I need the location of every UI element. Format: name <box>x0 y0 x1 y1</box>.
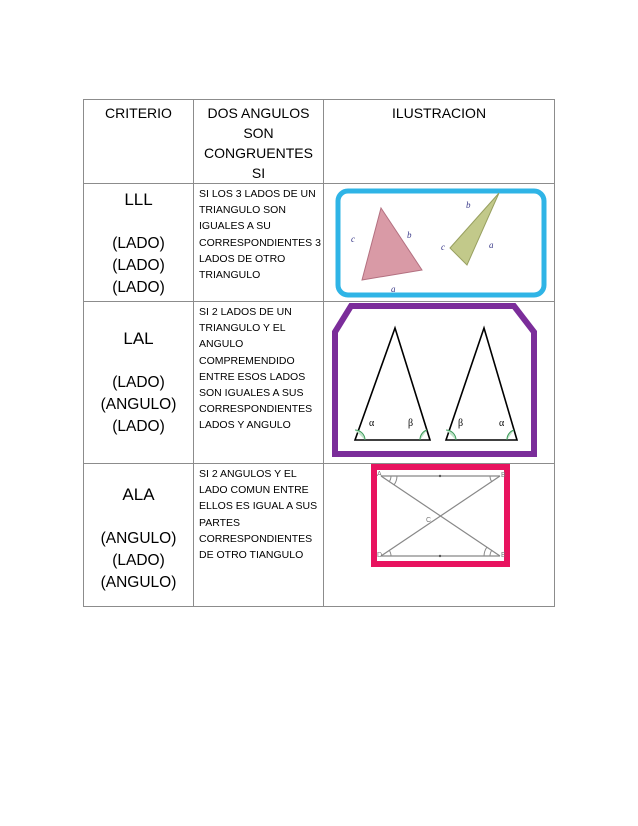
illustration-cell <box>324 184 555 302</box>
lll-label-a-right: a <box>489 240 494 250</box>
criterion-part: (ANGULO) <box>100 574 177 591</box>
criterion-cell <box>84 184 194 302</box>
header-dos-angulos-line: SON <box>243 125 274 141</box>
lal-label-alpha-right: α <box>499 418 505 429</box>
lll-label-c-right: c <box>441 242 445 252</box>
header-dos-angulos-line: CONGRUENTES <box>204 145 313 161</box>
description-line: SI 2 LADOS DE UN <box>199 306 292 318</box>
description-line: DE OTRO TIANGULO <box>199 549 304 562</box>
description-line: ANGULO <box>199 338 244 351</box>
description-line: PARTES <box>199 516 241 529</box>
header-ilustracion: ILUSTRACION <box>324 100 555 184</box>
lll-label-c-left: c <box>351 234 355 244</box>
lll-label-b-left: b <box>407 230 412 240</box>
description-cell <box>194 464 324 607</box>
description-line: ELLOS ES IGUAL A SUS <box>199 500 318 513</box>
lll-label-a-left: a <box>391 284 396 294</box>
lal-label-alpha-left: α <box>369 418 375 429</box>
description-line: ENTRE ESOS LADOS <box>199 370 306 383</box>
lal-label-beta-left: β <box>408 418 414 429</box>
table-row <box>84 302 555 464</box>
criteria-table <box>83 99 555 607</box>
description-line: SON IGUALES A SUS <box>199 387 304 400</box>
criterion-part: (ANGULO) <box>100 396 177 413</box>
ala-angle-arc <box>490 550 492 556</box>
ala-midpoint-dot <box>439 475 441 477</box>
ala-label-c: C <box>426 517 432 524</box>
lal-label-beta-right: β <box>458 418 464 429</box>
ala-midpoint-dot <box>439 555 441 557</box>
description-line: TRIANGULO <box>199 269 261 282</box>
lll-left-triangle <box>362 208 422 280</box>
description-line: COMPREMENDIDO <box>199 354 295 367</box>
criterion-part: (LADO) <box>112 418 165 435</box>
description-line: CORRESPONDIENTES <box>199 532 313 545</box>
table-row <box>84 184 555 302</box>
description-cell <box>194 184 324 302</box>
ala-illustration <box>324 464 555 606</box>
description-line: SI LOS 3 LADOS DE UN <box>199 188 316 200</box>
table-header-row <box>84 100 555 184</box>
criterion-part: (LADO) <box>112 374 165 391</box>
ala-angle-arc <box>389 550 391 556</box>
illustration-cell <box>324 464 555 607</box>
ala-angle-arc <box>484 547 487 556</box>
criterion-part: (LADO) <box>112 235 165 252</box>
ala-angle-arc <box>389 476 391 482</box>
description-line: TRIANGULO SON <box>199 204 286 217</box>
lll-illustration <box>324 184 555 301</box>
description-cell <box>194 302 324 464</box>
criterion-part: (LADO) <box>112 552 165 569</box>
criterion-title: LLL <box>124 190 153 209</box>
description-line: CORRESPONDIENTES <box>199 403 313 416</box>
description-line: TRIANGULO Y EL <box>199 322 286 335</box>
ala-label-d: D <box>377 552 383 559</box>
lll-label-b-right: b <box>466 200 471 210</box>
description-line: CORRESPONDIENTES 3 <box>199 236 321 249</box>
ala-label-b: B <box>501 472 506 479</box>
description-line: LADOS DE OTRO <box>199 252 286 265</box>
header-dos-angulos-line: DOS ANGULOS <box>207 105 310 121</box>
ala-angle-arc <box>394 476 397 485</box>
criterion-part: (ANGULO) <box>100 530 177 547</box>
criterion-title: ALA <box>122 485 155 504</box>
description-line: LADOS Y ANGULO <box>199 419 291 432</box>
header-dos-angulos-line: SI <box>251 165 266 181</box>
criterion-part: (LADO) <box>112 279 165 296</box>
illustration-cell <box>324 302 555 464</box>
description-line: LADO COMUN ENTRE <box>199 484 309 497</box>
header-criterio: CRITERIO <box>84 100 194 184</box>
header-dos-angulos <box>194 100 324 184</box>
ala-angle-arc <box>490 476 492 482</box>
lal-left-triangle <box>355 328 430 440</box>
criterion-cell <box>84 302 194 464</box>
ala-label-a: A <box>377 471 382 478</box>
lal-right-triangle <box>446 328 517 440</box>
criterion-cell <box>84 464 194 607</box>
table-row <box>84 464 555 607</box>
criterion-part: (LADO) <box>112 257 165 274</box>
lal-illustration <box>324 302 555 463</box>
ala-label-e: E <box>501 552 506 559</box>
criterion-title: LAL <box>123 329 154 348</box>
description-line: SI 2 ANGULOS Y EL <box>199 468 297 480</box>
lll-right-triangle <box>450 193 499 265</box>
description-line: IGUALES A SU <box>199 220 271 233</box>
